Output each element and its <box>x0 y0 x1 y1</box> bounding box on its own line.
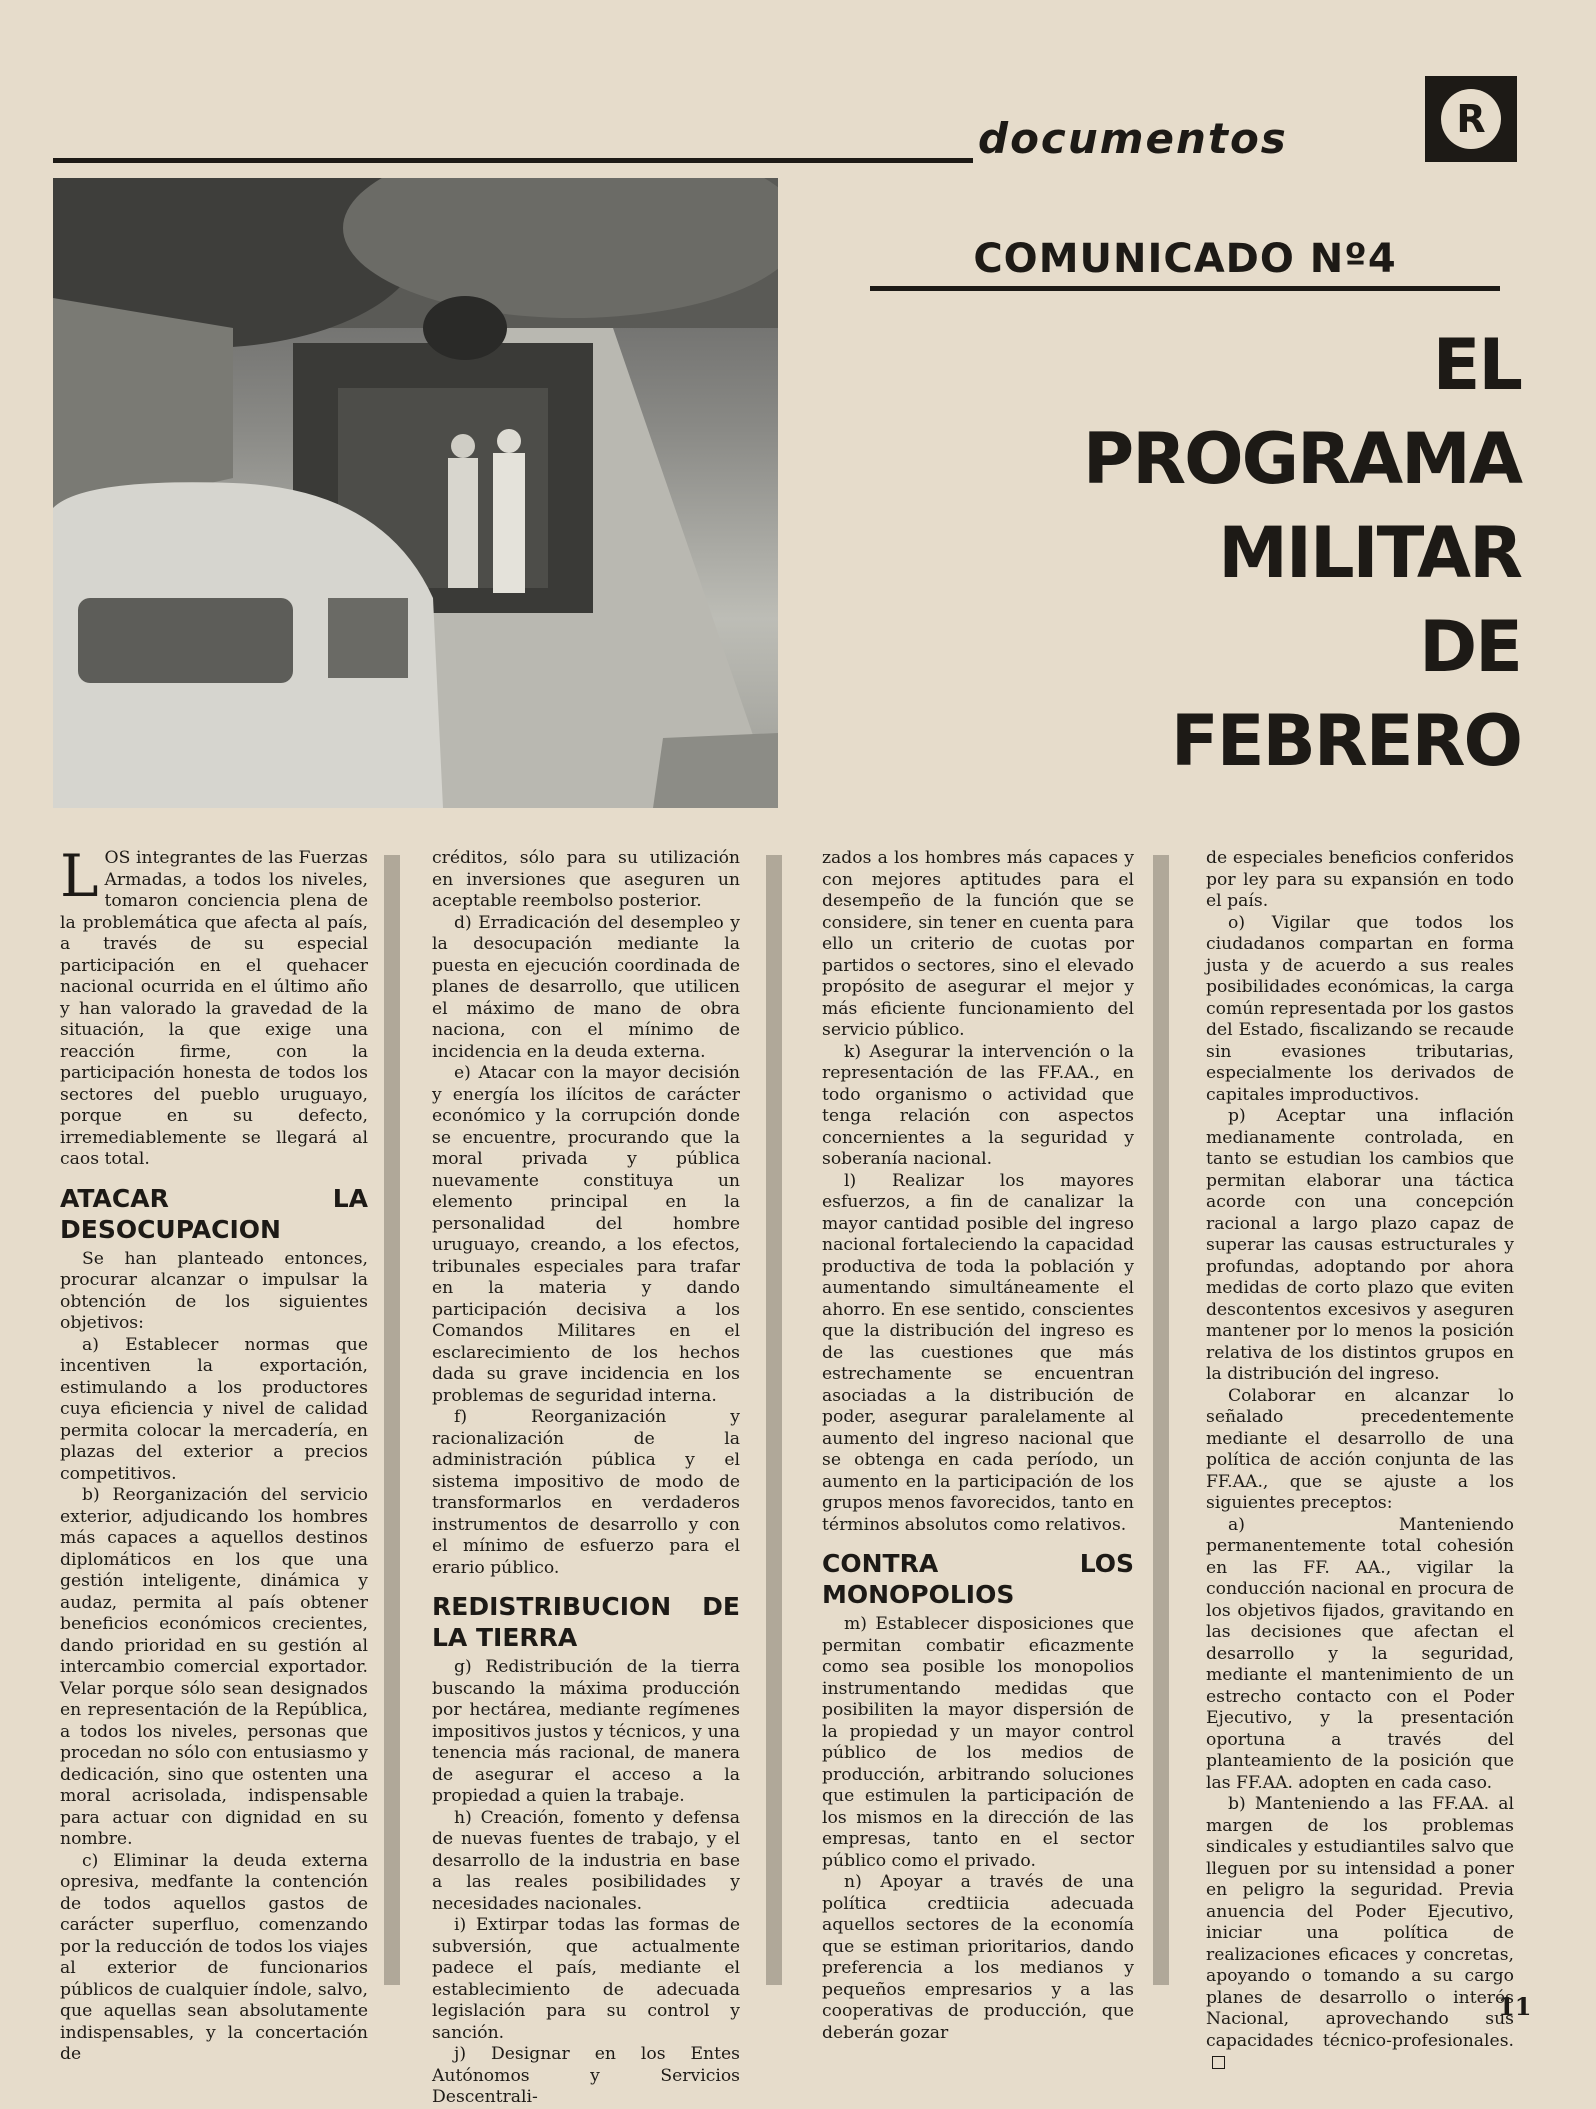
paragraph: zados a los hombres más capaces y con mejores aptitudes para el desempeño de la función que se considere, sin tener en cuenta para ello un criterio de cuotas por partidos o sectores, sino el elevado propósito de asegurar el mejor y más eficiente funcionamiento del servicio público. <box>822 848 1134 1040</box>
headline-line: EL <box>1432 324 1521 406</box>
paragraph: o) Vigilar que todos los ciudadanos compartan en forma justa y de acuerdo a sus reales posibilidades económicas, la carga común representada por los gastos del Estado, fiscalizando se recaude sin evasiones tributarias, especialmente los derivados de capitales improductivos. <box>1206 912 1514 1105</box>
text-column-4 <box>1206 848 1514 2074</box>
paragraph: m) Establecer disposiciones que permitan combatir eficazmente como sea posible los monopolios instrumentando medidas que posibiliten la mayor dispersión de la propiedad y un mayor control público de los medios de producción, arbitrando soluciones que estimulen la participación de los mismos en la dirección de las empresas, tanto en el sector público como el privado. <box>822 1614 1134 1871</box>
intro-paragraph <box>60 842 368 1171</box>
headline <box>1083 318 1521 788</box>
paragraph: a) Establecer normas que incentiven la exportación, estimulando a los productores cuya eficiencia y nivel de calidad permita colocar la mercadería, en plazas del exterior a precios competitivos. <box>60 1334 368 1484</box>
paragraph: f) Reorganización y racionalización de la administración pública y el sistema impositivo de modo de transformarlos en verdaderos instrumentos de desarrollo y con el mínimo de esfuerzo para el erario público. <box>432 1407 740 1578</box>
section-rule <box>53 158 973 163</box>
paragraph: de especiales beneficios conferidos por ley para su expansión en todo el país. <box>1206 848 1514 911</box>
magazine-logo <box>1425 76 1517 162</box>
column-divider <box>1153 855 1169 1985</box>
paragraph: g) Redistribución de la tierra buscando la máxima producción por hectárea, mediante regímenes impositivos justos y técnicos, y una tenencia más racional, de manera de asegurar el acceso a la propiedad a quien la trabaje. <box>432 1657 740 1806</box>
paragraph: b) Reorganización del servicio exterior, adjudicando los hombres más capaces a aquellos destinos diplomáticos en los que una gestión inteligente, dinámica y audaz, permita al país obtener beneficios económicos crecientes, dando prioridad en su gestión al intercambio comercial exportador. Velar porque sólo sean designados en representación de la República, a todos los niveles, personas que procedan no sólo con entusiasmo y dedicación, sino que ostenten una moral acrisolada, indispensable para actuar con dignidad en su nombre. <box>60 1485 368 1849</box>
paragraph: a) Manteniendo permanentemente total cohesión en las FF. AA., vigilar la conducción nacional en procura de los objetivos fijados, gravitando en las decisiones que afectan el desarrollo y la seguridad, mediante el mantenimiento de un estrecho contacto con el Poder Ejecutivo, y la presentación oportuna a través del planteamiento de la posición que las FF.AA. adopten en cada caso. <box>1206 1514 1514 1793</box>
end-mark-icon <box>1212 2056 1225 2069</box>
paragraph: créditos, sólo para su utilización en inversiones que aseguren un aceptable reembolso posterior. <box>432 848 740 911</box>
paragraph: j) Designar en los Entes Autónomos y Servicios Descentrali- <box>432 2044 740 2107</box>
paragraph <box>1206 1794 1514 2074</box>
paragraph: i) Extirpar todas las formas de subversión, que actualmente padece el país, mediante el establecimiento de adecuada legislación para su control y sanción. <box>432 1915 740 2043</box>
logo-letter: R <box>1441 89 1501 149</box>
paragraph: Se han planteado entonces, procurar alcanzar o impulsar la obtención de los siguientes objetivos: <box>60 1248 368 1333</box>
paragraph: c) Eliminar la deuda externa opresiva, medfante la contención de todos aquellos gastos de carácter superfluo, comenzando por la reducción de todos los viajes al exterior de funcionarios públicos de cualquier índole, salvo, que aquellas sean absolutamente indispensables, y la concertación de <box>60 1850 368 2064</box>
paragraph-text: b) Manteniendo a las FF.AA. al margen de los problemas sindicales y estudiantiles salvo que lleguen por su intensidad a poner en peligro la seguridad. Previa anuencia del Poder Ejecutivo, iniciar una política de realizaciones eficaces y concretas, apoyando o tomando a su cargo planes de desarrollo o interés Nacional, aprovechando sus capacidades técnico-profesionales. <box>1206 1794 1514 2051</box>
subheading: ATACAR LA DESOCUPACION <box>60 1183 368 1244</box>
intro-text: OS integrantes de las Fuerzas Armadas, a todos los niveles, tomaron conciencia plena de la problemática que afecta al país, a través de su especial participación en el quehacer nacional ocurrida en el último año y han valorado la gravedad de la situación, la que exige una reacción firme, con la participación honesta de todos los sectores del pueblo uruguayo, porque en su defecto, irremediablemente se llegará al caos total. <box>60 848 368 1169</box>
headline-line: FEBRERO <box>1170 700 1521 782</box>
headline-line: DE <box>1419 606 1521 688</box>
headline-line: MILITAR <box>1218 512 1521 594</box>
text-column-1 <box>60 842 368 2066</box>
paragraph: k) Asegurar la intervención o la representación de las FF.AA., en todo organismo o actividad que tenga relación con aspectos concernientes a la seguridad y soberanía nacional. <box>822 1041 1134 1169</box>
paragraph: n) Apoyar a través de una política credtiicia adecuada aquellos sectores de la economía que se estiman prioritarios, dando preferencia a los medianos y pequeños empresarios y a las cooperativas de producción, que deberán gozar <box>822 1872 1134 2043</box>
paragraph: h) Creación, fomento y defensa de nuevas fuentes de trabajo, y el desarrollo de la industria en base a las reales posibilidades y necesidades nacionales. <box>432 1807 740 1914</box>
text-column-3 <box>822 848 1134 2044</box>
headline-line: PROGRAMA <box>1082 418 1521 500</box>
column-divider <box>384 855 400 1985</box>
kicker-heading: COMUNICADO Nº4 <box>870 236 1500 291</box>
text-column-2 <box>432 848 740 2109</box>
subheading: REDISTRIBUCION DE LA TIERRA <box>432 1592 740 1652</box>
drop-cap: L <box>60 842 99 910</box>
paragraph: l) Realizar los mayores esfuerzos, a fin de canalizar la mayor cantidad posible del ingreso nacional fortaleciendo la capacidad productiva de toda la población y aumentando simultáneamente el ahorro. En ese sentido, conscientes que la distribución del ingreso es de las cuestiones que más estrechamente se encuentran asociadas a la distribución de poder, asegurar paralelamente al aumento del ingreso nacional que se obtenga en cada período, un aumento en la participación de los grupos menos favorecidos, tanto en términos absolutos como relativos. <box>822 1170 1134 1535</box>
paragraph: Colaborar en alcanzar lo señalado precedentemente mediante el desarrollo de una política de acción conjunta de las FF.AA., que se ajuste a los siguientes preceptos: <box>1206 1385 1514 1513</box>
subheading: CONTRA LOS MONOPOLIOS <box>822 1549 1134 1609</box>
paragraph: d) Erradicación del desempleo y la desocupación mediante la puesta en ejecución coordinada de planes de desarrollo, que utilicen el máximo de mano de obra naciona, con el mínimo de incidencia en la deuda externa. <box>432 912 740 1062</box>
column-divider <box>766 855 782 1985</box>
paragraph: e) Atacar con la mayor decisión y energía los ilícitos de carácter económico y la corrupción donde se encuentre, procurando que la moral privada y pública nuevamente constituya un elemento principal en la personalidad del hombre uruguayo, creando, a los efectos, tribunales especiales para trafar en la materia y dando participación decisiva a los Comandos Militares en el esclarecimiento de los hechos dada su grave incidencia en los problemas de seguridad interna. <box>432 1063 740 1406</box>
section-title: documentos <box>978 114 1288 163</box>
paragraph: p) Aceptar una inflación medianamente controlada, en tanto se estudian los cambios que permitan elaborar una táctica acorde con una concepción racional a largo plazo capaz de superar las causas estructurales y profundas, adoptando por ahora medidas de corto plazo que eviten descontentos excesivos y aseguren mantener por lo menos la posición relativa de los distintos grupos en la distribución del ingreso. <box>1206 1106 1514 1384</box>
page-number: 11 <box>1498 1992 1532 2021</box>
armored-vehicle-photo <box>53 178 778 808</box>
